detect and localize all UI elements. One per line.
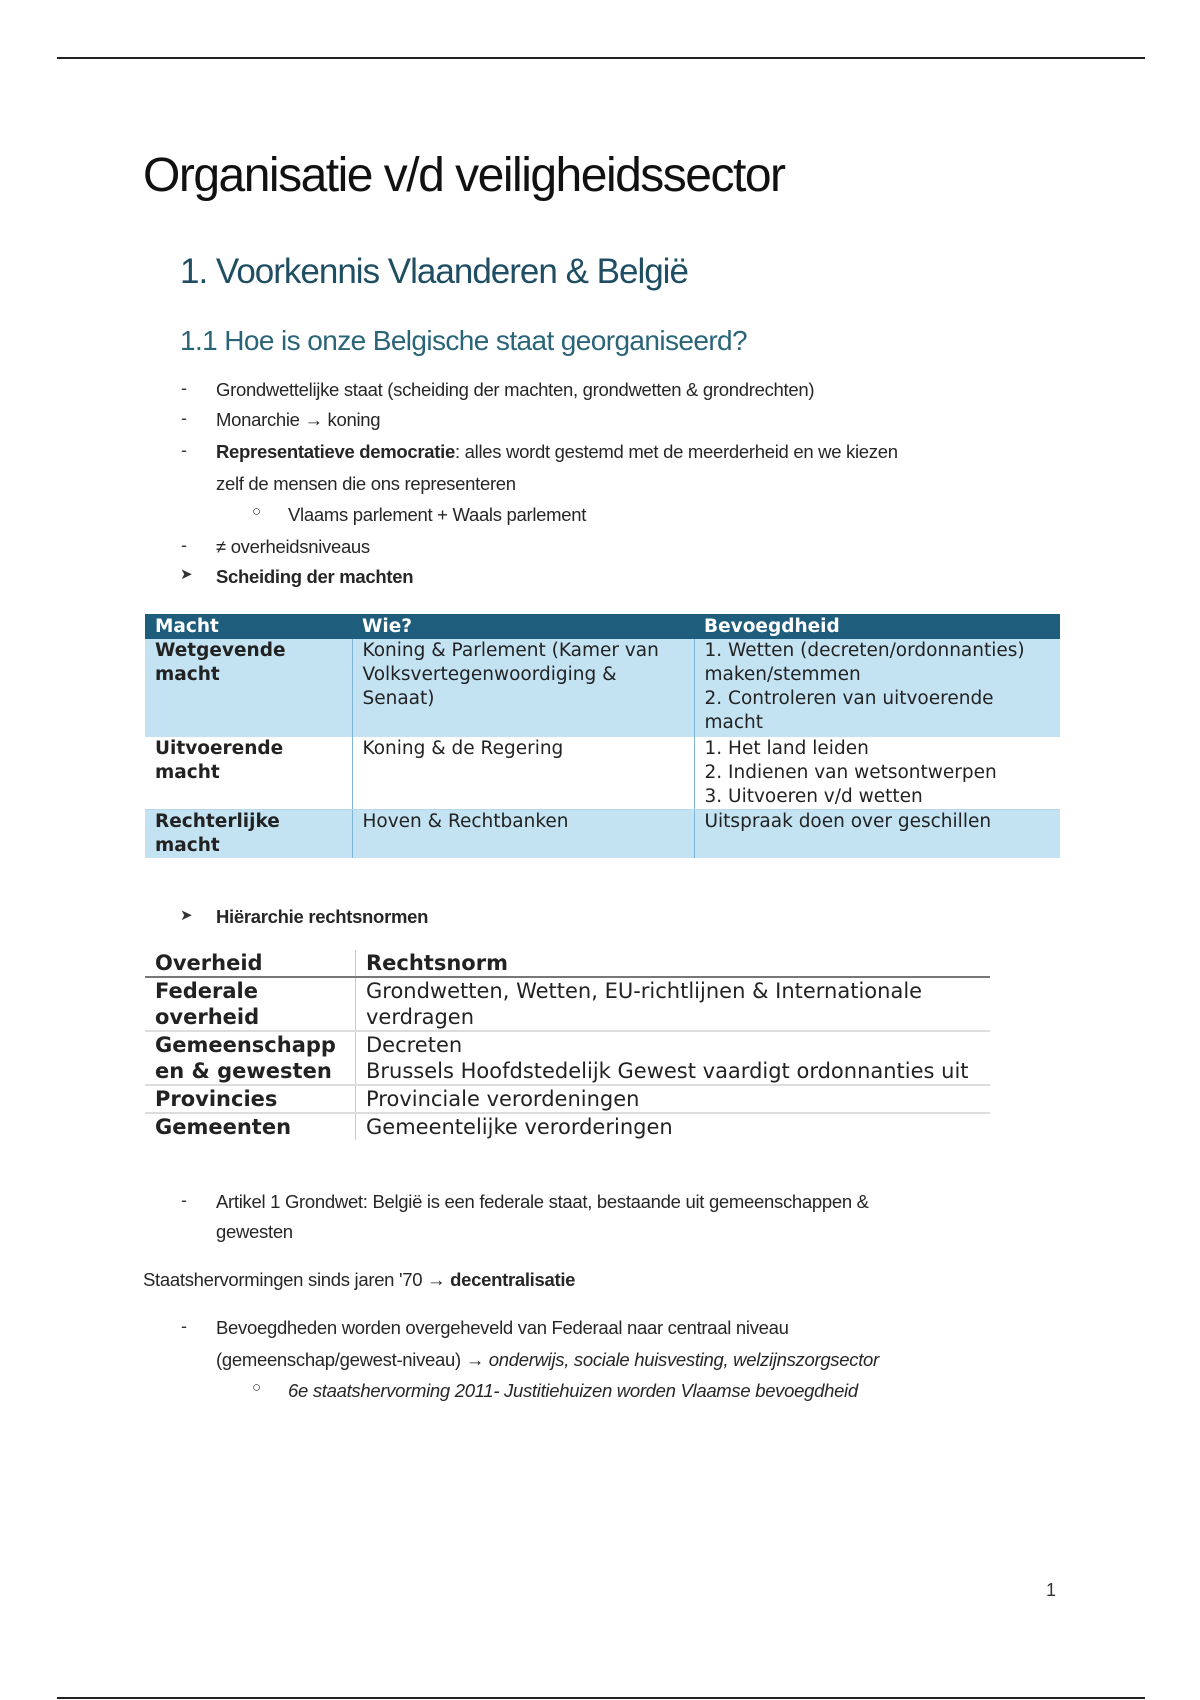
table-cell bbox=[694, 810, 1060, 859]
dash-bullet: - bbox=[181, 408, 187, 428]
dash-bullet: - bbox=[181, 440, 187, 460]
table-cell: Wetgevende macht bbox=[145, 639, 352, 737]
table-row bbox=[145, 1113, 990, 1140]
table-cell: Gemeenschappen & gewesten bbox=[145, 1031, 356, 1085]
column-header: Rechtsnorm bbox=[356, 950, 991, 977]
table-cell: Provincies bbox=[145, 1085, 356, 1113]
dash-bullet: - bbox=[181, 378, 187, 398]
circle-bullet-icon: ○ bbox=[252, 1379, 262, 1396]
list-item: Artikel 1 Grondwet: België is een federale staat, bestaande uit gemeenschappen & bbox=[216, 1191, 869, 1212]
cell-line: 2. Controleren van uitvoerende macht bbox=[704, 688, 994, 733]
paragraph bbox=[143, 1268, 575, 1292]
arrow-bullet-icon: ➤ bbox=[180, 907, 193, 924]
bold-term: decentralisatie bbox=[450, 1269, 576, 1290]
list-item-text: (gemeenschap/gewest-niveau) → bbox=[216, 1349, 489, 1370]
column-header: Macht bbox=[145, 614, 352, 639]
dash-bullet: - bbox=[181, 1316, 187, 1336]
table-row bbox=[145, 639, 1060, 737]
table-header-row bbox=[145, 950, 990, 977]
table-row bbox=[145, 810, 1060, 859]
table-cell bbox=[694, 737, 1060, 810]
list-item-text: : alles wordt gestemd met de meerderheid en we kiezen bbox=[454, 441, 898, 462]
list-item-continuation: zelf de mensen die ons representeren bbox=[216, 473, 516, 494]
document-title: Organisatie v/d veiligheidssector bbox=[143, 149, 785, 202]
list-item: Monarchie → koning bbox=[216, 409, 381, 430]
cell-line: 1. Wetten (decreten/ordonnanties) maken/stemmen bbox=[704, 640, 1025, 685]
dash-bullet: - bbox=[181, 1190, 187, 1210]
heading-1: 1. Voorkennis Vlaanderen & België bbox=[180, 252, 688, 291]
table-cell: Koning & de Regering bbox=[352, 737, 694, 810]
list-item: Scheiding der machten bbox=[216, 566, 414, 587]
cell-line: Uitspraak doen over geschillen bbox=[704, 811, 992, 832]
italic-text: onderwijs, sociale huisvesting, welzijnszorgsector bbox=[488, 1349, 879, 1370]
legal-norms-table bbox=[145, 950, 990, 1140]
table-header-row bbox=[145, 614, 1060, 639]
table-row bbox=[145, 737, 1060, 810]
list-item bbox=[216, 440, 898, 464]
bold-term: Representatieve democratie bbox=[216, 441, 455, 462]
dash-bullet: - bbox=[181, 535, 187, 555]
sub-list-item: Vlaams parlement + Waals parlement bbox=[288, 504, 587, 525]
table-cell: Koning & Parlement (Kamer van Volksvertegenwoordiging & Senaat) bbox=[352, 639, 694, 737]
cell-line: 3. Uitvoeren v/d wetten bbox=[704, 786, 923, 807]
table-cell: Federale overheid bbox=[145, 977, 356, 1031]
table-row bbox=[145, 1031, 990, 1085]
list-item-continuation: gewesten bbox=[216, 1221, 293, 1242]
list-item: Bevoegdheden worden overgeheveld van Federaal naar centraal niveau bbox=[216, 1317, 789, 1338]
list-item-continuation bbox=[216, 1348, 879, 1372]
table-cell: Hoven & Rechtbanken bbox=[352, 810, 694, 859]
table-cell bbox=[356, 1085, 991, 1113]
table-cell: Rechterlijke macht bbox=[145, 810, 352, 859]
table-cell bbox=[356, 977, 991, 1031]
list-item: ≠ overheidsniveaus bbox=[216, 536, 370, 557]
page-number: 1 bbox=[1046, 1580, 1057, 1600]
cell-line: 1. Het land leiden bbox=[704, 738, 869, 759]
paragraph-text: Staatshervormingen sinds jaren '70 → bbox=[143, 1269, 451, 1290]
cell-line: Decreten bbox=[366, 1033, 463, 1057]
column-header: Bevoegdheid bbox=[694, 614, 1060, 639]
cell-line: Gemeentelijke verorderingen bbox=[366, 1115, 673, 1139]
table-cell bbox=[694, 639, 1060, 737]
table-cell bbox=[356, 1031, 991, 1085]
arrow-bullet-icon: ➤ bbox=[180, 566, 193, 583]
header-rule bbox=[57, 57, 1145, 59]
table-cell bbox=[356, 1113, 991, 1140]
table-cell: Uitvoerende macht bbox=[145, 737, 352, 810]
powers-table bbox=[145, 614, 1060, 858]
cell-line: Provinciale verordeningen bbox=[366, 1087, 640, 1111]
table-cell: Gemeenten bbox=[145, 1113, 356, 1140]
list-item: Grondwettelijke staat (scheiding der machten, grondwetten & grondrechten) bbox=[216, 379, 815, 400]
circle-bullet-icon: ○ bbox=[252, 503, 262, 520]
column-header: Wie? bbox=[352, 614, 694, 639]
cell-line: Brussels Hoofdstedelijk Gewest vaardigt ordonnanties uit bbox=[366, 1059, 969, 1083]
cell-line: 2. Indienen van wetsontwerpen bbox=[704, 762, 997, 783]
sub-list-item: 6e staatshervorming 2011- Justitiehuizen worden Vlaamse bevoegdheid bbox=[288, 1380, 858, 1401]
table-row bbox=[145, 1085, 990, 1113]
footer-rule bbox=[57, 1697, 1145, 1699]
cell-line: Grondwetten, Wetten, EU-richtlijnen & Internationale verdragen bbox=[366, 979, 923, 1029]
table-row bbox=[145, 977, 990, 1031]
heading-2: 1.1 Hoe is onze Belgische staat georganiseerd? bbox=[180, 325, 748, 356]
column-header: Overheid bbox=[145, 950, 356, 977]
list-item: Hiërarchie rechtsnormen bbox=[216, 906, 429, 927]
